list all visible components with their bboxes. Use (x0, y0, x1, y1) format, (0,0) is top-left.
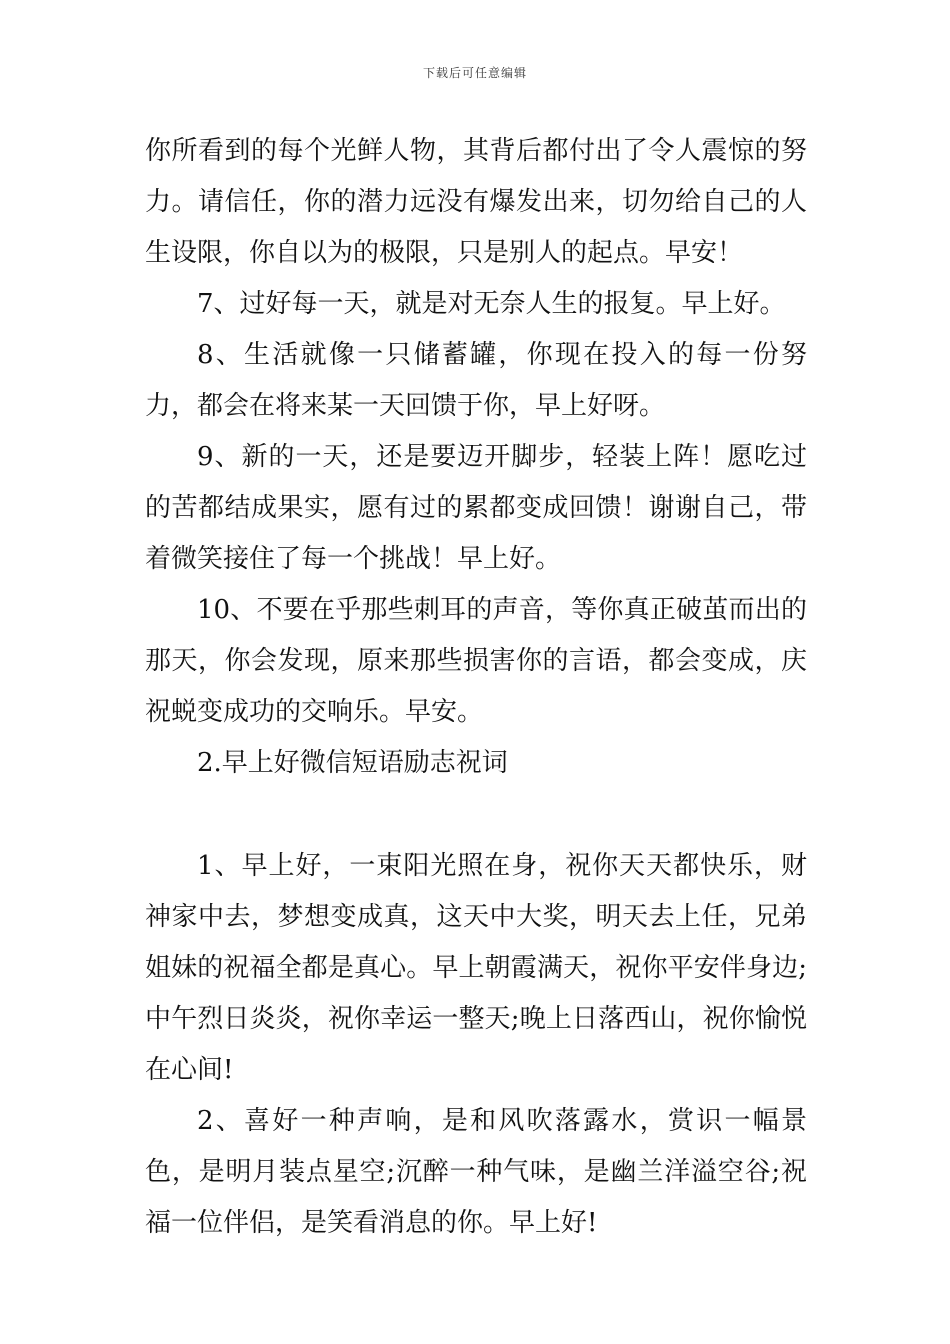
paragraph-item-7: 7、过好每一天，就是对无奈人生的报复。早上好。 (197, 289, 786, 319)
paragraph-continuation: 你所看到的每个光鲜人物，其背后都付出了令人震惊的努力。请信任，你的潜力远没有爆发出来，切勿给自己的人生设限，你自以为的极限，只是别人的起点。早安！ (145, 136, 807, 268)
section-heading: 2.早上好微信短语励志祝词 (197, 748, 508, 778)
paragraph-item-2: 2、喜好一种声响，是和风吹落露水，赏识一幅景色，是明月装点星空;沉醉一种气味，是幽兰洋溢空谷;祝福一位伴侣，是笑看消息的你。早上好! (145, 1106, 807, 1238)
paragraph-item-10: 10、不要在乎那些刺耳的声音，等你真正破茧而出的那天，你会发现，原来那些损害你的言语，都会变成，庆祝蜕变成功的交响乐。早安。 (145, 595, 807, 727)
document-body (145, 126, 807, 1249)
paragraph-item-1: 1、早上好，一束阳光照在身，祝你天天都快乐，财神家中去，梦想变成真，这天中大奖，明天去上任，兄弟姐妹的祝福全都是真心。早上朝霞满天，祝你平安伴身边;中午烈日炎炎，祝你幸运一整天;晚上日落西山，祝你愉悦在心间! (145, 851, 807, 1085)
paragraph-item-9: 9、新的一天，还是要迈开脚步，轻装上阵！愿吃过的苦都结成果实，愿有过的累都变成回馈！谢谢自己，带着微笑接住了每一个挑战！早上好。 (145, 442, 807, 574)
page-header-note: 下载后可任意编辑 (422, 66, 527, 80)
paragraph-item-8: 8、生活就像一只储蓄罐，你现在投入的每一份努力，都会在将来某一天回馈于你，早上好呀。 (145, 340, 807, 421)
